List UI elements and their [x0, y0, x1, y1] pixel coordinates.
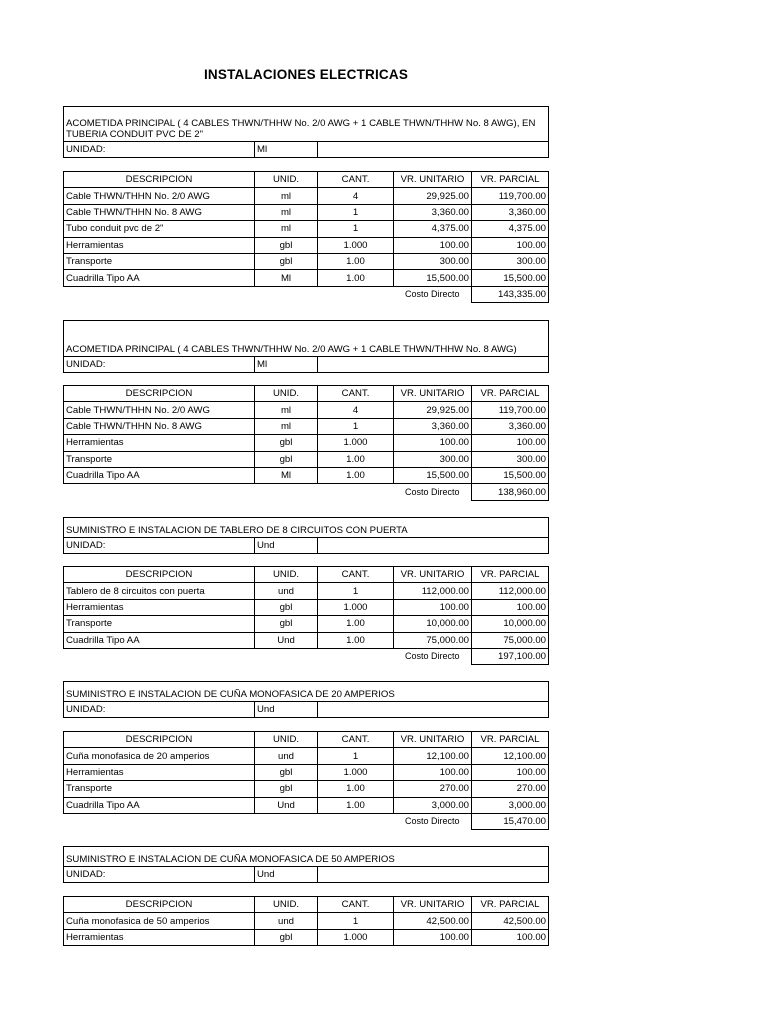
- col-vr-parcial: VR. PARCIAL: [472, 567, 549, 583]
- col-descripcion: DESCRIPCION: [64, 172, 255, 188]
- row-cant: 1.00: [318, 467, 394, 483]
- row-vr-unitario: 300.00: [394, 253, 472, 269]
- unidad-label: UNIDAD:: [64, 357, 255, 373]
- row-vr-parcial: 15,500.00: [472, 270, 549, 286]
- row-unid: ml: [255, 221, 318, 237]
- col-vr-unitario: VR. UNITARIO: [394, 172, 472, 188]
- row-descripcion: Transporte: [64, 616, 255, 632]
- col-cant: CANT.: [318, 567, 394, 583]
- row-vr-unitario: 75,000.00: [394, 632, 472, 648]
- col-vr-parcial: VR. PARCIAL: [472, 897, 549, 913]
- row-unid: Ml: [255, 270, 318, 286]
- row-cant: 4: [318, 188, 394, 204]
- row-unid: und: [255, 913, 318, 929]
- row-vr-parcial: 100.00: [472, 237, 549, 253]
- row-cant: 1.00: [318, 632, 394, 648]
- unidad-value: Ml: [255, 357, 318, 373]
- row-vr-parcial: 112,000.00: [472, 583, 549, 599]
- item-header-box: [63, 846, 548, 883]
- col-vr-unitario: VR. UNITARIO: [394, 732, 472, 748]
- row-descripcion: Tablero de 8 circuitos con puerta: [64, 583, 255, 599]
- row-vr-unitario: 100.00: [394, 237, 472, 253]
- costo-directo-label: Costo Directo: [404, 816, 460, 827]
- table-row: [64, 616, 549, 632]
- table-header-row: [64, 386, 549, 402]
- unidad-value: Und: [255, 867, 318, 883]
- table-row: [64, 237, 549, 253]
- table-header-row: [64, 732, 549, 748]
- row-vr-unitario: 3,000.00: [394, 797, 472, 813]
- items-table: [63, 566, 548, 665]
- table-row: [64, 435, 549, 451]
- table-row: [64, 781, 549, 797]
- row-cant: 1: [318, 748, 394, 764]
- table-row: [64, 204, 549, 220]
- unidad-value: Ml: [255, 142, 318, 158]
- row-cant: 1: [318, 221, 394, 237]
- row-vr-parcial: 300.00: [472, 253, 549, 269]
- item-title: ACOMETIDA PRINCIPAL ( 4 CABLES THWN/THHW No. 2/0 AWG + 1 CABLE THWN/THHW No. 8 AWG), EN TUBERIA CONDUIT PVC DE 2": [64, 107, 549, 142]
- costo-directo-label: Costo Directo: [404, 651, 460, 662]
- table-row: [64, 599, 549, 615]
- costo-directo-row: [64, 648, 549, 664]
- row-vr-parcial: 3,360.00: [472, 418, 549, 434]
- row-vr-parcial: 100.00: [472, 929, 549, 945]
- row-unid: Und: [255, 632, 318, 648]
- unidad-label: UNIDAD:: [64, 702, 255, 718]
- row-vr-unitario: 3,360.00: [394, 204, 472, 220]
- table-row: [64, 913, 549, 929]
- row-vr-parcial: 100.00: [472, 764, 549, 780]
- row-vr-parcial: 3,000.00: [472, 797, 549, 813]
- spacer: [64, 484, 394, 500]
- col-unid: UNID.: [255, 567, 318, 583]
- col-descripcion: DESCRIPCION: [64, 897, 255, 913]
- row-descripcion: Herramientas: [64, 929, 255, 945]
- row-descripcion: Tubo conduit pvc de 2": [64, 221, 255, 237]
- unidad-label: UNIDAD:: [64, 142, 255, 158]
- row-unid: gbl: [255, 764, 318, 780]
- col-vr-unitario: VR. UNITARIO: [394, 386, 472, 402]
- row-vr-parcial: 12,100.00: [472, 748, 549, 764]
- row-vr-unitario: 300.00: [394, 451, 472, 467]
- table-row: [64, 467, 549, 483]
- row-vr-unitario: 10,000.00: [394, 616, 472, 632]
- unidad-blank: [318, 142, 549, 158]
- row-descripcion: Herramientas: [64, 237, 255, 253]
- col-vr-parcial: VR. PARCIAL: [472, 386, 549, 402]
- row-vr-parcial: 119,700.00: [472, 188, 549, 204]
- page-title: INSTALACIONES ELECTRICAS: [203, 67, 409, 82]
- col-unid: UNID.: [255, 386, 318, 402]
- row-unid: gbl: [255, 237, 318, 253]
- row-cant: 1: [318, 204, 394, 220]
- row-descripcion: Cable THWN/THHN No. 2/0 AWG: [64, 188, 255, 204]
- row-cant: 1.000: [318, 929, 394, 945]
- row-unid: ml: [255, 418, 318, 434]
- item-title: SUMINISTRO E INSTALACION DE CUÑA MONOFASICA DE 50 AMPERIOS: [64, 847, 549, 867]
- table-row: [64, 748, 549, 764]
- col-vr-unitario: VR. UNITARIO: [394, 897, 472, 913]
- costo-directo-row: [64, 286, 549, 302]
- row-unid: Ml: [255, 467, 318, 483]
- table-row: [64, 418, 549, 434]
- unidad-value: Und: [255, 538, 318, 554]
- unidad-blank: [318, 702, 549, 718]
- table-row: [64, 188, 549, 204]
- spacer: [64, 286, 394, 302]
- row-vr-parcial: 10,000.00: [472, 616, 549, 632]
- col-cant: CANT.: [318, 172, 394, 188]
- row-descripcion: Cuadrilla Tipo AA: [64, 797, 255, 813]
- row-descripcion: Herramientas: [64, 599, 255, 615]
- table-row: [64, 583, 549, 599]
- row-unid: ml: [255, 188, 318, 204]
- row-cant: 1.000: [318, 764, 394, 780]
- row-vr-unitario: 3,360.00: [394, 418, 472, 434]
- row-vr-parcial: 100.00: [472, 599, 549, 615]
- table-header-row: [64, 897, 549, 913]
- col-descripcion: DESCRIPCION: [64, 567, 255, 583]
- row-vr-parcial: 270.00: [472, 781, 549, 797]
- row-cant: 1.00: [318, 253, 394, 269]
- costo-directo-value: 143,335.00: [472, 286, 549, 302]
- unidad-blank: [318, 357, 549, 373]
- unidad-label: UNIDAD:: [64, 867, 255, 883]
- col-cant: CANT.: [318, 897, 394, 913]
- row-cant: 1.000: [318, 599, 394, 615]
- costo-directo-value: 15,470.00: [472, 813, 549, 829]
- row-vr-unitario: 100.00: [394, 599, 472, 615]
- row-vr-parcial: 119,700.00: [472, 402, 549, 418]
- row-descripcion: Cuña monofasica de 50 amperios: [64, 913, 255, 929]
- row-descripcion: Cuadrilla Tipo AA: [64, 467, 255, 483]
- row-cant: 1: [318, 913, 394, 929]
- row-cant: 1.00: [318, 797, 394, 813]
- costo-directo-value: 138,960.00: [472, 484, 549, 500]
- row-vr-parcial: 15,500.00: [472, 467, 549, 483]
- unidad-label: UNIDAD:: [64, 538, 255, 554]
- col-unid: UNID.: [255, 172, 318, 188]
- unidad-blank: [318, 867, 549, 883]
- col-unid: UNID.: [255, 897, 318, 913]
- item-title: SUMINISTRO E INSTALACION DE CUÑA MONOFASICA DE 20 AMPERIOS: [64, 682, 549, 702]
- row-unid: ml: [255, 402, 318, 418]
- row-cant: 1.000: [318, 435, 394, 451]
- row-unid: gbl: [255, 253, 318, 269]
- table-header-row: [64, 172, 549, 188]
- unidad-blank: [318, 538, 549, 554]
- row-vr-unitario: 12,100.00: [394, 748, 472, 764]
- row-vr-unitario: 29,925.00: [394, 188, 472, 204]
- row-unid: gbl: [255, 781, 318, 797]
- items-table: [63, 896, 548, 946]
- row-vr-parcial: 42,500.00: [472, 913, 549, 929]
- row-cant: 1.00: [318, 451, 394, 467]
- item-header-box: [63, 517, 548, 554]
- row-cant: 1.000: [318, 237, 394, 253]
- row-unid: gbl: [255, 451, 318, 467]
- row-vr-parcial: 4,375.00: [472, 221, 549, 237]
- row-cant: 1.00: [318, 781, 394, 797]
- table-row: [64, 221, 549, 237]
- row-descripcion: Transporte: [64, 781, 255, 797]
- row-descripcion: Cable THWN/THHN No. 2/0 AWG: [64, 402, 255, 418]
- costo-directo-label: Costo Directo: [404, 486, 460, 497]
- row-descripcion: Cuadrilla Tipo AA: [64, 270, 255, 286]
- row-descripcion: Transporte: [64, 253, 255, 269]
- item-header-box: [63, 106, 548, 158]
- row-vr-parcial: 100.00: [472, 435, 549, 451]
- row-vr-unitario: 270.00: [394, 781, 472, 797]
- table-header-row: [64, 567, 549, 583]
- col-descripcion: DESCRIPCION: [64, 386, 255, 402]
- costo-directo-row: [64, 813, 549, 829]
- item-title: ACOMETIDA PRINCIPAL ( 4 CABLES THWN/THHW No. 2/0 AWG + 1 CABLE THWN/THHW No. 8 AWG): [64, 321, 549, 357]
- row-unid: Und: [255, 797, 318, 813]
- table-row: [64, 764, 549, 780]
- table-row: [64, 632, 549, 648]
- row-unid: und: [255, 583, 318, 599]
- row-vr-unitario: 4,375.00: [394, 221, 472, 237]
- row-vr-unitario: 100.00: [394, 435, 472, 451]
- col-cant: CANT.: [318, 732, 394, 748]
- row-unid: gbl: [255, 616, 318, 632]
- row-unid: gbl: [255, 599, 318, 615]
- row-unid: gbl: [255, 435, 318, 451]
- spacer: [64, 813, 394, 829]
- row-vr-unitario: 112,000.00: [394, 583, 472, 599]
- row-vr-unitario: 100.00: [394, 929, 472, 945]
- row-vr-unitario: 42,500.00: [394, 913, 472, 929]
- items-table: [63, 731, 548, 830]
- table-row: [64, 402, 549, 418]
- row-cant: 1.00: [318, 616, 394, 632]
- col-vr-unitario: VR. UNITARIO: [394, 567, 472, 583]
- col-cant: CANT.: [318, 386, 394, 402]
- row-unid: und: [255, 748, 318, 764]
- items-table: [63, 385, 548, 501]
- table-row: [64, 797, 549, 813]
- row-descripcion: Cuña monofasica de 20 amperios: [64, 748, 255, 764]
- costo-directo-row: [64, 484, 549, 500]
- items-table: [63, 171, 548, 303]
- col-vr-parcial: VR. PARCIAL: [472, 732, 549, 748]
- row-descripcion: Cuadrilla Tipo AA: [64, 632, 255, 648]
- item-header-box: [63, 681, 548, 718]
- row-unid: ml: [255, 204, 318, 220]
- row-vr-unitario: 100.00: [394, 764, 472, 780]
- col-descripcion: DESCRIPCION: [64, 732, 255, 748]
- row-descripcion: Herramientas: [64, 764, 255, 780]
- costo-directo-value: 197,100.00: [472, 648, 549, 664]
- table-row: [64, 270, 549, 286]
- row-descripcion: Herramientas: [64, 435, 255, 451]
- spacer: [64, 648, 394, 664]
- row-vr-unitario: 29,925.00: [394, 402, 472, 418]
- row-unid: gbl: [255, 929, 318, 945]
- row-descripcion: Cable THWN/THHN No. 8 AWG: [64, 418, 255, 434]
- table-row: [64, 929, 549, 945]
- row-cant: 1.00: [318, 270, 394, 286]
- row-vr-parcial: 3,360.00: [472, 204, 549, 220]
- row-descripcion: Cable THWN/THHN No. 8 AWG: [64, 204, 255, 220]
- row-vr-parcial: 75,000.00: [472, 632, 549, 648]
- row-vr-unitario: 15,500.00: [394, 270, 472, 286]
- row-vr-parcial: 300.00: [472, 451, 549, 467]
- item-title: SUMINISTRO E INSTALACION DE TABLERO DE 8 CIRCUITOS CON PUERTA: [64, 518, 549, 538]
- table-row: [64, 253, 549, 269]
- row-cant: 1: [318, 418, 394, 434]
- costo-directo-label: Costo Directo: [404, 289, 460, 300]
- row-vr-unitario: 15,500.00: [394, 467, 472, 483]
- unidad-value: Und: [255, 702, 318, 718]
- item-header-box: [63, 320, 548, 373]
- table-row: [64, 451, 549, 467]
- col-vr-parcial: VR. PARCIAL: [472, 172, 549, 188]
- row-cant: 4: [318, 402, 394, 418]
- col-unid: UNID.: [255, 732, 318, 748]
- row-descripcion: Transporte: [64, 451, 255, 467]
- row-cant: 1: [318, 583, 394, 599]
